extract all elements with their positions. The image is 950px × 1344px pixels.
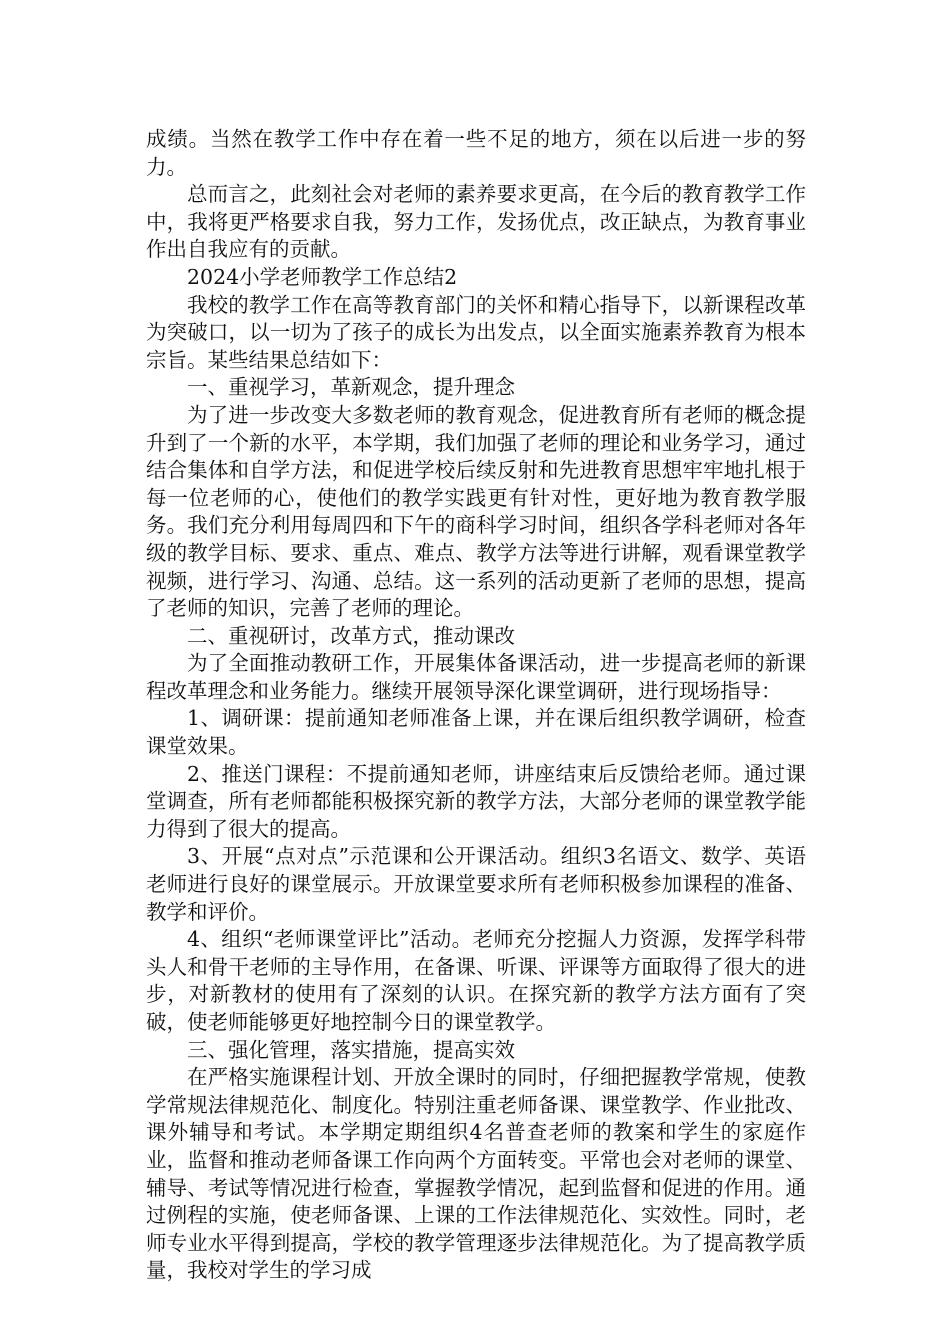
paragraph-management: 在严格实施课程计划、开放全课时的同时，仔细把握教学常规，使教学常规法律规范化、制度化。特别注重老师备课、课堂教学、作业批改、课外辅导和考试。本学期定期组织4名普查老师的教案和学生的家庭作业，监督和推动老师备课工作向两个方面转变。平常也会对老师的课堂、辅导、考试等情况进行检查，掌握教学情况，起到监督和促进的作用。通过例程的实施，使老师备课、上课的工作法律规范化、实效性。同时，老师专业水平得到提高，学校的教学管理逐步法律规范化。为了提高教学质量，我校对学生的学习成 bbox=[146, 1065, 806, 1283]
list-item-4: 4、组织“老师课堂评比”活动。老师充分挖掘人力资源，发挥学科带头人和骨干老师的主导作用，在备课、听课、评课等方面取得了很大的进步，对新教材的使用有了深刻的认识。在探究新的教学方法方面有了突破，使老师能够更好地控制今日的课堂教学。 bbox=[146, 927, 806, 1034]
heading-two: 二、重视研讨，改革方式，推动课改 bbox=[187, 623, 515, 648]
paragraph-summary: 总而言之，此刻社会对老师的素养要求更高，在今后的教育教学工作中，我将更严格要求自我，努力工作，发扬优点，改正缺点，为教育事业作出自我应有的贡献。 bbox=[146, 182, 806, 262]
paragraph-intro: 我校的教学工作在高等教育部门的关怀和精心指导下，以新课程改革为突破口，以一切为了孩子的成长为出发点，以全面实施素养教育为根本宗旨。某些结果总结如下： bbox=[146, 292, 806, 372]
list-item-1: 1、调研课：提前通知老师准备上课，并在课后组织教学调研，检查课堂效果。 bbox=[146, 706, 806, 759]
paragraph-study: 为了进一步改变大多数老师的教育观念，促进教育所有老师的概念提升到了一个新的水平，本学期，我们加强了老师的理论和业务学习，通过结合集体和自学方法，和促进学校后续反射和先进教育思想牢牢地扎根于每一位老师的心，使他们的教学实践更有针对性，更好地为教育教学服务。我们充分利用每周四和下午的商科学习时间，组织各学科老师对各年级的教学目标、要求、重点、难点、教学方法等进行讲解，观看课堂教学视频，进行学习、沟通、总结。这一系列的活动更新了老师的思想，提高了老师的知识，完善了老师的理论。 bbox=[146, 402, 806, 621]
heading-one: 一、重视学习，革新观念，提升理念 bbox=[187, 375, 515, 400]
paragraph-research: 为了全面推动教研工作，开展集体备课活动，进一步提高老师的新课程改革理念和业务能力。继续开展领导深化课堂调研，进行现场指导： bbox=[146, 651, 806, 703]
list-item-2: 2、推送门课程：不提前通知老师，讲座结束后反馈给老师。通过课堂调查，所有老师都能积极探究新的教学方法，大部分老师的课堂教学能力得到了很大的提高。 bbox=[146, 761, 806, 841]
document-page bbox=[146, 126, 806, 1285]
paragraph-continued: 成绩。当然在教学工作中存在着一些不足的地方，须在以后进一步的努力。 bbox=[146, 127, 806, 179]
section-title: 2024小学老师教学工作总结2 bbox=[187, 264, 458, 289]
heading-three: 三、强化管理，落实措施，提高实效 bbox=[187, 1037, 515, 1062]
list-item-3: 3、开展“点对点”示范课和公开课活动。组织3名语文、数学、英语老师进行良好的课堂展示。开放课堂要求所有老师积极参加课程的准备、教学和评价。 bbox=[146, 844, 806, 924]
